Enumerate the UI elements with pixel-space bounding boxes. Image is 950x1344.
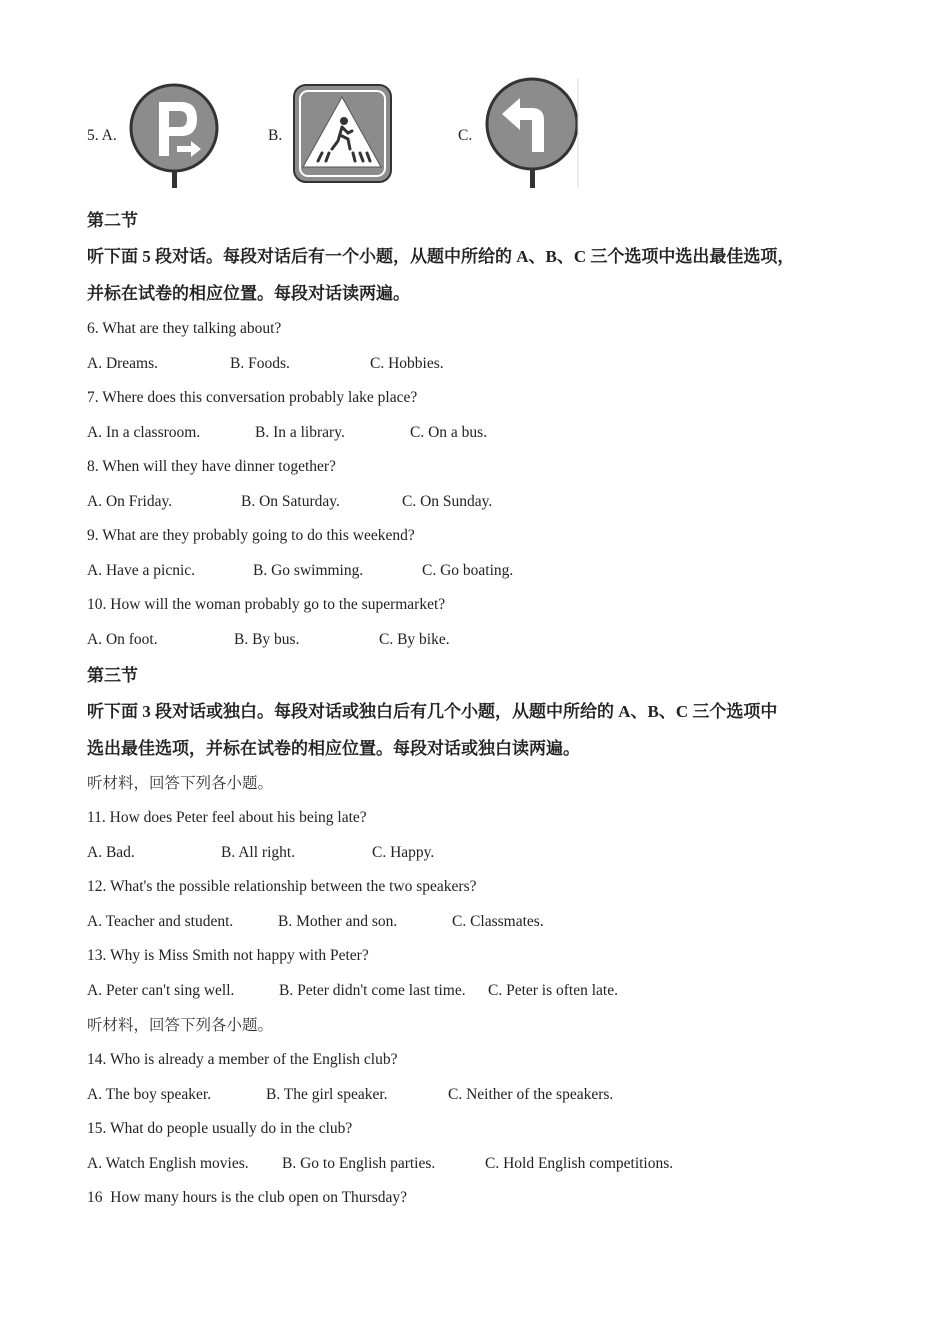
q7-option-c: C. On a bus. — [410, 424, 488, 441]
q13-option-c: C. Peter is often late. — [488, 982, 618, 999]
question-12: 12. What's the possible relationship between the two speakers? — [87, 878, 477, 895]
pedestrian-crossing-sign-icon — [292, 83, 394, 190]
q6-option-a: A. Dreams. — [87, 355, 159, 372]
q5-label-b: B. — [268, 127, 283, 144]
question-10: 10. How will the woman probably go to the supermarket? — [87, 596, 446, 613]
q15-option-b: B. Go to English parties. — [282, 1155, 436, 1172]
q9-option-c: C. Go boating. — [422, 562, 514, 579]
listening-note-2: 听材料，回答下列各小题。 — [87, 1017, 274, 1034]
q6-option-b: B. Foods. — [230, 355, 290, 372]
q8-option-c: C. On Sunday. — [402, 493, 493, 510]
question-7: 7. Where does this conversation probably lake place? — [87, 389, 418, 406]
section2-instruction-line2: 并标在试卷的相应位置。每段对话读两遍。 — [87, 284, 410, 303]
section3-title: 第三节 — [87, 666, 138, 685]
q15-option-c: C. Hold English competitions. — [485, 1155, 674, 1172]
turn-left-sign-icon — [484, 76, 582, 195]
q10-option-c: C. By bike. — [379, 631, 450, 648]
q14-option-a: A. The boy speaker. — [87, 1086, 212, 1103]
q7-option-a: A. In a classroom. — [87, 424, 201, 441]
q7-option-b: B. In a library. — [255, 424, 345, 441]
question-8: 8. When will they have dinner together? — [87, 458, 336, 475]
question-16: 16 How many hours is the club open on Thursday? — [87, 1189, 407, 1206]
q9-option-a: A. Have a picnic. — [87, 562, 196, 579]
q8-option-b: B. On Saturday. — [241, 493, 340, 510]
q8-option-a: A. On Friday. — [87, 493, 173, 510]
q15-option-a: A. Watch English movies. — [87, 1155, 249, 1172]
q13-option-a: A. Peter can't sing well. — [87, 982, 235, 999]
section2-title: 第二节 — [87, 211, 138, 230]
q12-option-b: B. Mother and son. — [278, 913, 398, 930]
q12-option-c: C. Classmates. — [452, 913, 544, 930]
parking-sign-icon — [129, 80, 221, 195]
q14-option-c: C. Neither of the speakers. — [448, 1086, 614, 1103]
q11-option-b: B. All right. — [221, 844, 296, 861]
q10-option-b: B. By bus. — [234, 631, 300, 648]
question-14: 14. Who is already a member of the English club? — [87, 1051, 398, 1068]
section2-instruction-line1: 听下面 5 段对话。每段对话后有一个小题，从题中所给的 A、B、C 三个选项中选出最佳选项， — [87, 247, 795, 266]
question-9: 9. What are they probably going to do this weekend? — [87, 527, 415, 544]
section3-instruction-line1: 听下面 3 段对话或独白。每段对话或独白后有几个小题，从题中所给的 A、B、C 三个选项中 — [87, 702, 778, 721]
q9-option-b: B. Go swimming. — [253, 562, 364, 579]
question-6: 6. What are they talking about? — [87, 320, 282, 337]
q14-option-b: B. The girl speaker. — [266, 1086, 388, 1103]
q5-label-c: C. — [458, 127, 473, 144]
q10-option-a: A. On foot. — [87, 631, 158, 648]
section3-instruction-line2: 选出最佳选项，并标在试卷的相应位置。每段对话或独白读两遍。 — [87, 739, 580, 758]
q11-option-a: A. Bad. — [87, 844, 135, 861]
question-15: 15. What do people usually do in the club? — [87, 1120, 353, 1137]
q12-option-a: A. Teacher and student. — [87, 913, 234, 930]
question-13: 13. Why is Miss Smith not happy with Peter? — [87, 947, 369, 964]
q13-option-b: B. Peter didn't come last time. — [279, 982, 466, 999]
listening-note-1: 听材料，回答下列各小题。 — [87, 775, 274, 792]
q6-option-c: C. Hobbies. — [370, 355, 444, 372]
q5-label-a: 5. A. — [87, 127, 117, 144]
q11-option-c: C. Happy. — [372, 844, 435, 861]
question-11: 11. How does Peter feel about his being late? — [87, 809, 367, 826]
